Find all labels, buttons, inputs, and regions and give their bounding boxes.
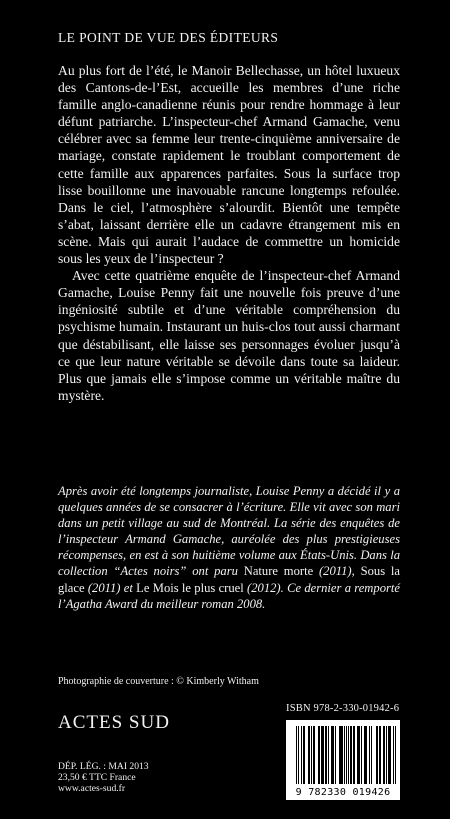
barcode-bar bbox=[346, 726, 347, 784]
barcode-bar bbox=[313, 726, 314, 784]
book-title-nature-morte: Nature morte bbox=[243, 564, 314, 579]
publisher-logo: ACTES SUD bbox=[58, 712, 170, 733]
photo-credit: Photographie de couverture : © Kimberly Witham bbox=[58, 676, 259, 687]
barcode-bar bbox=[376, 726, 377, 784]
barcode-bar bbox=[319, 726, 320, 784]
barcode-bar bbox=[366, 726, 367, 784]
barcode-bar bbox=[326, 726, 327, 784]
barcode-bar bbox=[335, 726, 336, 784]
barcode-bar bbox=[364, 726, 365, 784]
barcode-bar bbox=[395, 726, 396, 784]
barcode-bar bbox=[331, 726, 332, 784]
barcode-bar bbox=[341, 726, 342, 784]
barcode-bar bbox=[301, 726, 302, 784]
barcode-bars bbox=[286, 720, 400, 786]
barcode-bar bbox=[298, 726, 299, 784]
barcode-bar bbox=[318, 726, 319, 784]
summary-paragraph-1: Au plus fort de l’été, le Manoir Bellechasse, un hôtel luxueux des Cantons-de-l’Est, accueille les membres d’une riche famille anglo-canadienne réunis pour rendre hommage à leur défunt patriarche. L’inspecteur-chef Armand Gamache, venu célébrer avec sa femme leur trente-cinquième anniversaire de mariage, constate rapidement le troublant comportement de cette famille aux apparences parfaites. Sous la surface trop lisse bouillonne une inavouable rancune longtemps refoulée. Dans le ciel, l’atmosphère s’alourdit. Bientôt une tempête s’abat, laissant derrière elle un cadavre étrangement mis en scène. Mais qui aurait l’audace de commettre un homicide sous les yeux de l’inspecteur ? bbox=[58, 63, 400, 267]
barcode-bar bbox=[351, 726, 352, 784]
barcode-bar bbox=[380, 726, 381, 784]
barcode-bar bbox=[342, 726, 343, 784]
barcode-bar bbox=[358, 726, 359, 784]
barcode-bar bbox=[321, 726, 322, 784]
bio-text-2: (2011), bbox=[313, 564, 361, 579]
barcode-bar bbox=[303, 726, 304, 784]
barcode-bar bbox=[390, 726, 391, 784]
barcode-bar bbox=[357, 726, 358, 784]
barcode-bar bbox=[361, 726, 362, 784]
barcode-bar bbox=[311, 726, 312, 784]
barcode bbox=[286, 720, 400, 800]
barcode-bar bbox=[359, 726, 360, 784]
book-title-sous-la-glace: Sous la glace bbox=[58, 564, 400, 595]
barcode-bar bbox=[328, 726, 329, 784]
barcode-bar bbox=[339, 726, 340, 784]
legal-info bbox=[58, 761, 149, 794]
barcode-bar bbox=[322, 726, 323, 784]
barcode-bar bbox=[350, 726, 351, 784]
barcode-bar bbox=[383, 726, 384, 784]
barcode-bar bbox=[353, 726, 354, 784]
barcode-bar bbox=[377, 726, 378, 784]
author-bio bbox=[58, 483, 400, 612]
book-title-le-mois-le-plus-cruel: Le Mois le plus cruel bbox=[136, 580, 244, 595]
summary bbox=[58, 62, 400, 404]
barcode-bar bbox=[325, 726, 326, 784]
barcode-bar bbox=[332, 726, 333, 784]
heading: LE POINT DE VUE DES ÉDITEURS bbox=[58, 30, 279, 45]
barcode-bar bbox=[389, 726, 390, 784]
barcode-bar bbox=[348, 726, 349, 784]
barcode-bar bbox=[304, 726, 305, 784]
barcode-bar bbox=[365, 726, 366, 784]
barcode-bar bbox=[388, 726, 389, 784]
isbn: ISBN 978-2-330-01942-6 bbox=[286, 703, 400, 714]
barcode-bar bbox=[340, 726, 341, 784]
barcode-bar bbox=[309, 726, 310, 784]
barcode-bar bbox=[354, 726, 355, 784]
legal-deposit: DÉP. LÉG. : MAI 2013 bbox=[58, 761, 149, 772]
bio-text-1: Après avoir été longtemps journaliste, Louise Penny a décidé il y a quelques années de se consacrer à l’écriture. Elle vit avec son mari dans un petit village au sud de Montréal. La série des enquêtes de l’inspecteur Armand Gamache, auréolée des plus prestigieuses récompenses, en est à son huitième volume aux États-Unis. Dans la collection “Actes noirs” ont paru bbox=[58, 484, 400, 579]
barcode-bar bbox=[296, 726, 297, 784]
bio-text-4: (2012). Ce dernier a remporté l’Agatha Award du meilleur roman 2008. bbox=[58, 580, 400, 611]
barcode-bar bbox=[369, 726, 370, 784]
price: 23,50 € TTC France bbox=[58, 772, 136, 783]
website: www.actes-sud.fr bbox=[58, 783, 126, 794]
barcode-bar bbox=[379, 726, 380, 784]
barcode-bar bbox=[386, 726, 387, 784]
barcode-bar bbox=[314, 726, 315, 784]
barcode-bar bbox=[308, 726, 309, 784]
bio-text-3: (2011) et bbox=[84, 580, 137, 595]
barcode-bar bbox=[384, 726, 385, 784]
barcode-digits: 9 782330 019426 bbox=[295, 787, 391, 798]
barcode-bar bbox=[344, 726, 345, 784]
barcode-bar bbox=[323, 726, 324, 784]
barcode-bar bbox=[333, 726, 334, 784]
barcode-bar bbox=[371, 726, 372, 784]
summary-paragraph-2: Avec cette quatrième enquête de l’inspecteur-chef Armand Gamache, Louise Penny fait une nouvelle fois preuve d’une ingéniosité subtile et d’une véritable compréhension du psychisme humain. Instaurant un huis-clos tout aussi charmant que déstabilisant, elle laisse ses personnages évoluer jusqu’à ce que leur nature véritable se dévoile dans toute sa laideur. Plus que jamais elle s’impose comme un véritable maître du mystère. bbox=[58, 268, 400, 403]
barcode-bar bbox=[393, 726, 394, 784]
